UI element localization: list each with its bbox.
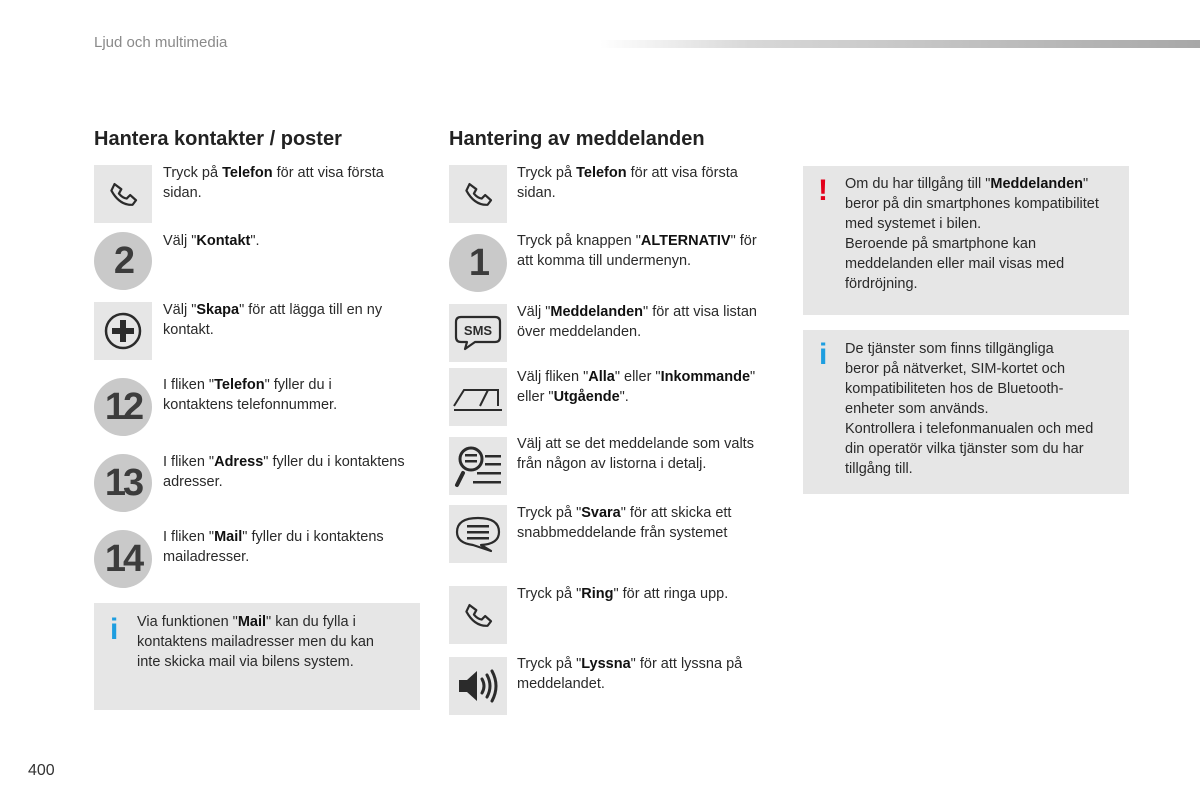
emphasis-label: Meddelanden bbox=[550, 304, 644, 320]
info-note-mail bbox=[94, 603, 420, 710]
step-text: Tryck på Telefon för att visa första sidan. bbox=[517, 165, 738, 201]
page-number: 400 bbox=[28, 762, 55, 779]
step-text: I fliken "Telefon" fyller du i kontaktens telefonnummer. bbox=[163, 377, 338, 413]
emphasis-label: Utgående bbox=[553, 389, 620, 405]
speaker-icon bbox=[449, 657, 507, 715]
tab-icon bbox=[449, 368, 507, 426]
step-number-circle: 1 bbox=[449, 234, 507, 292]
emphasis-label: Meddelanden bbox=[990, 176, 1084, 192]
detail-icon bbox=[449, 437, 507, 495]
step-text: Tryck på "Lyssna" för att lyssna på meddelandet. bbox=[517, 656, 743, 692]
sms-icon bbox=[449, 304, 507, 362]
reply-icon bbox=[449, 505, 507, 563]
emphasis-label: Telefon bbox=[214, 377, 265, 393]
note-text: Om du har tillgång till "Meddelanden" beror på din smartphones kompatibilitet med systemet i bilen. Beroende på smartphone kan meddelanden eller mail visas med fördröjning. bbox=[845, 176, 1099, 292]
phone-icon bbox=[94, 165, 152, 223]
step-number-circle: 2 bbox=[94, 232, 152, 290]
plus-icon bbox=[94, 302, 152, 360]
emphasis-label: Adress bbox=[214, 454, 264, 470]
emphasis-label: Telefon bbox=[222, 165, 273, 181]
note-text: Via funktionen "Mail" kan du fylla i kontaktens mailadresser men du kan inte skicka mail via bilens system. bbox=[137, 614, 374, 670]
emphasis-label: Alla bbox=[588, 369, 615, 385]
step-number-circle: 12 bbox=[94, 378, 152, 436]
warning-icon: ! bbox=[818, 174, 828, 207]
step-number-circle: 14 bbox=[94, 530, 152, 588]
phone-icon bbox=[449, 586, 507, 644]
step-text: I fliken "Mail" fyller du i kontaktens mailadresser. bbox=[163, 529, 384, 565]
step-text: Välj att se det meddelande som valts från någon av listorna i detalj. bbox=[517, 436, 754, 472]
emphasis-label: Lyssna bbox=[581, 656, 631, 672]
info-note-services bbox=[803, 330, 1129, 494]
emphasis-label: Inkommande bbox=[660, 369, 751, 385]
info-icon: i bbox=[110, 613, 119, 646]
section-title-messages: Hantering av meddelanden bbox=[449, 128, 705, 150]
emphasis-label: Ring bbox=[581, 586, 614, 602]
emphasis-label: Telefon bbox=[576, 165, 627, 181]
emphasis-label: Svara bbox=[581, 505, 621, 521]
emphasis-label: Skapa bbox=[196, 302, 240, 318]
chapter-title: Ljud och multimedia bbox=[94, 34, 228, 51]
step-text: Välj fliken "Alla" eller "Inkommande" eller "Utgående". bbox=[517, 369, 756, 405]
section-title-contacts: Hantera kontakter / poster bbox=[94, 128, 342, 150]
step-text: Tryck på "Svara" för att skicka ett snabbmeddelande från systemet bbox=[517, 505, 732, 541]
emphasis-label: Mail bbox=[237, 614, 267, 630]
step-text: Välj "Skapa" för att lägga till en ny kontakt. bbox=[163, 302, 383, 338]
warning-note-messages bbox=[803, 166, 1129, 315]
step-number-circle: 13 bbox=[94, 454, 152, 512]
step-text: I fliken "Adress" fyller du i kontaktens adresser. bbox=[163, 454, 405, 490]
emphasis-label: Mail bbox=[214, 529, 243, 545]
step-text: Tryck på knappen "ALTERNATIV" för att komma till undermenyn. bbox=[517, 233, 757, 269]
step-text: Välj "Kontakt". bbox=[163, 233, 260, 249]
sms-icon-label: SMS bbox=[463, 323, 493, 338]
phone-icon bbox=[449, 165, 507, 223]
step-text: Välj "Meddelanden" för att visa listan över meddelanden. bbox=[517, 304, 757, 340]
emphasis-label: Kontakt bbox=[196, 233, 251, 249]
info-icon: i bbox=[819, 338, 828, 371]
note-text: De tjänster som finns tillgängliga beror på nätverket, SIM-kortet och kompatibiliteten hos de Bluetooth- enheter som används. Kontrollera i telefonmanualen och med din operatör vilka tjänster som du har tillgång till. bbox=[845, 341, 1094, 477]
emphasis-label: ALTERNATIV bbox=[640, 233, 731, 249]
header-gradient-bar bbox=[600, 40, 1200, 48]
step-text: Tryck på "Ring" för att ringa upp. bbox=[517, 586, 729, 602]
step-text: Tryck på Telefon för att visa första sidan. bbox=[163, 165, 384, 201]
